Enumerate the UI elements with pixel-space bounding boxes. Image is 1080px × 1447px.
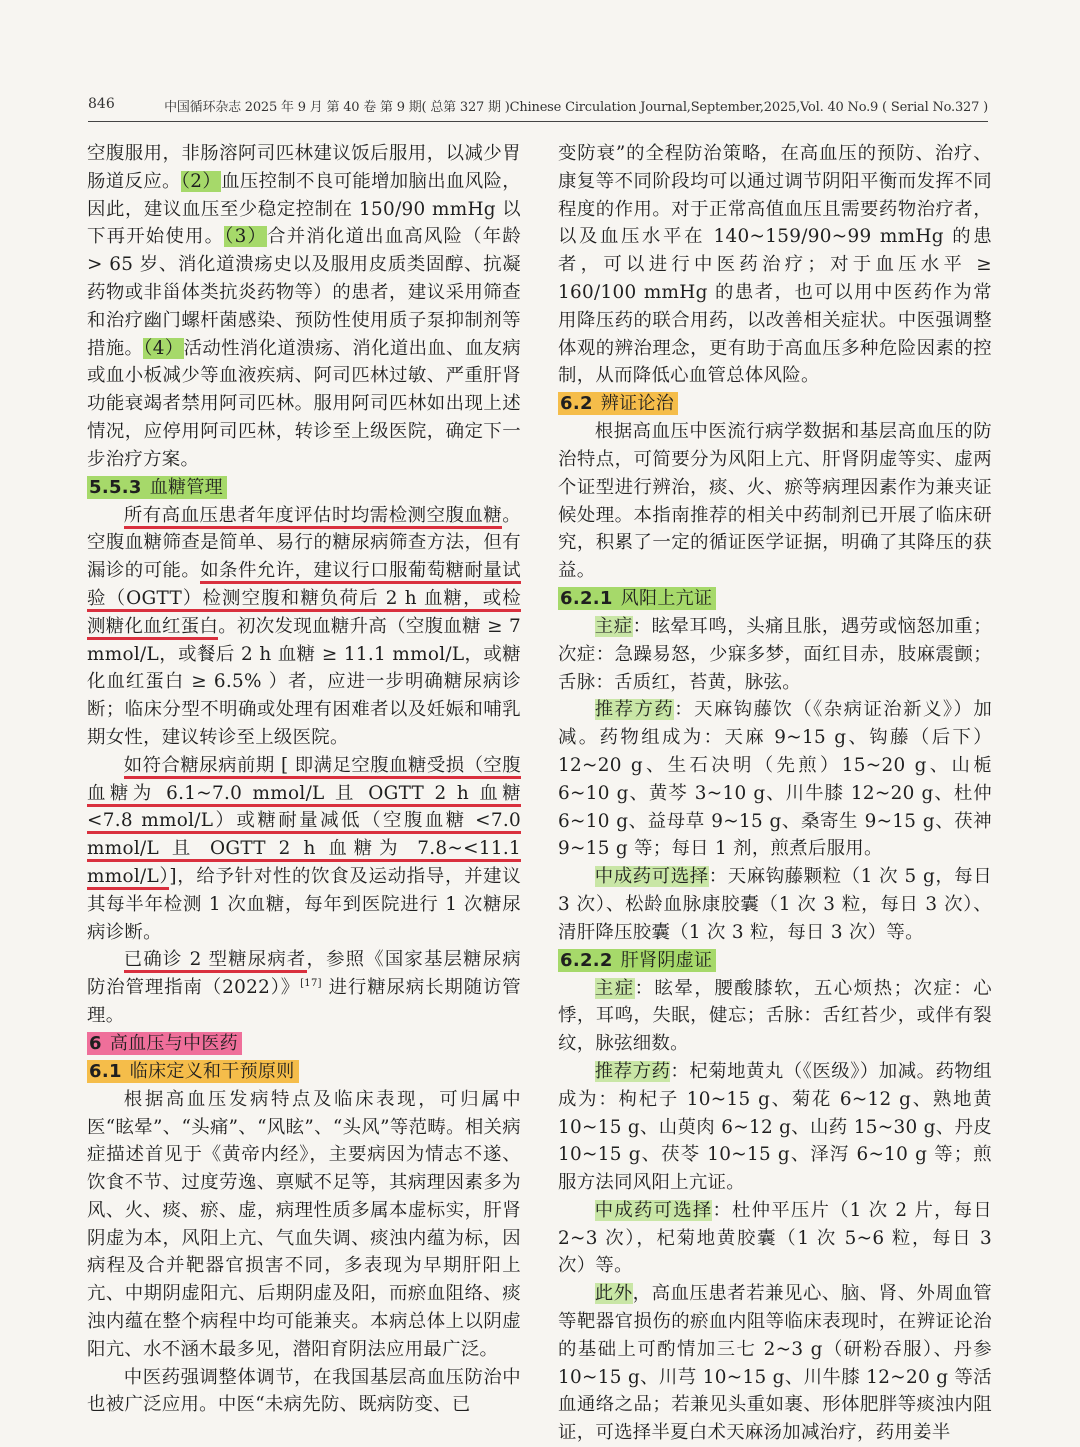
label-highlight: 中成药可选择	[594, 1199, 713, 1221]
label-highlight: 主症	[594, 977, 635, 999]
text: ：天麻钩藤饮（《杂病证治新义》）加减。药物组成为：天麻 9~15 g、钩藤（后下）12~20 g、生石决明（先煎）15~20 g、山栀 6~10 g、黄芩 3~10 g、川牛膝 12~20 g、杜仲 6~10 g、益母草 9~15 g、桑寄生 9~15 g、茯神 9~15 g 等；每日 1 剂，煎煮后服用。	[558, 699, 993, 860]
text: ：眩晕耳鸣，头痛且胀，遇劳或恼怒加重；次症：急躁易怒，少寐多梦，面红目赤，肢麻震颤；舌脉：舌质红，苔黄，脉弦。	[558, 615, 992, 693]
section-title: 辨证论治	[600, 393, 674, 415]
section-heading-6	[87, 1032, 242, 1055]
liver-kidney-patent-medicine	[558, 1197, 992, 1280]
section-number: 5.5.3	[89, 476, 142, 498]
text: 。初次发现血糖升高（空腹血糖 ≥ 7 mmol/L，或餐后 2 h 血糖 ≥ 11.1 mmol/L，或糖化血红蛋白 ≥ 6.5% ）者，应进一步明确糖尿病诊断；临床分型不明确或处理有困难者以及妊娠和哺乳期女性，建议转诊至上级医院。	[87, 615, 522, 748]
section-title: 临床定义和干预原则	[129, 1060, 295, 1082]
prediabetes-paragraph	[87, 752, 521, 947]
running-header	[88, 96, 988, 120]
text: ：杞菊地黄丸（《医级》）加减。药物组成为：枸杞子 10~15 g、菊花 6~12 g、熟地黄 10~15 g、山萸肉 6~12 g、山药 15~30 g、丹皮 10~15 g、茯苓 10~15 g、泽泻 6~10 g 等；煎服方法同风阳上亢证。	[558, 1060, 992, 1194]
wind-yang-prescription	[558, 696, 992, 863]
section-number: 6.2	[560, 393, 593, 415]
text: ：天麻钩藤颗粒（1 次 5 g，每日 3 次）、松龄血脉康胶囊（1 次 3 粒，每日 3 次）、清肝降压胶囊（1 次 3 粒，每日 3 次）等。	[558, 866, 992, 943]
underlined-text: 如条件允许，建议行口服葡萄糖耐量试验（OGTT）检测空腹和糖负荷后 2 h 血糖，或检测糖化血红蛋白	[87, 560, 521, 640]
text: 活动性消化道溃疡、消化道出血、血友病或血小板减少等血液疾病、阿司匹林过敏、严重肝肾功能衰竭者禁用阿司匹林。服用阿司匹林如出现上述情况，应停用阿司匹林，转诊至上级医院，确定下一步治疗方案。	[87, 337, 521, 470]
text: 。空腹血糖筛查是简单、易行的糖尿病筛查方法，但有漏诊的可能。	[87, 504, 521, 582]
label-highlight: 推荐方药	[594, 699, 675, 721]
wind-yang-patent-medicine	[558, 863, 992, 946]
text: ：眩晕，腰酸膝软，五心烦热；次症：心悸，耳鸣，失眠，健忘；舌脉：舌红苔少，或伴有裂纹，脉弦细数。	[558, 977, 992, 1055]
header-rule	[88, 121, 988, 122]
section-heading-6-2-1	[558, 587, 716, 610]
tcm-strategy-continued: 变防衰”的全程防治策略，在高血压的预防、治疗、康复等不同阶段均可以通过调节阴阳平衡而发挥不同程度的作用。对于正常高值血压且需要药物治疗者，以及血压水平在 140~159/90~99 mmHg 的患者，可以进行中医药治疗；对于血压水平 ≥ 160/100 mmHg 的患者，也可以用中医药作为常用降压药的联合用药，以改善相关症状。中医强调整体观的辨治理念，更有助于高血压多种危险因素的控制，从而降低心血管总体风险。	[558, 143, 992, 387]
additional-treatment-paragraph	[558, 1280, 992, 1447]
left-column	[87, 140, 521, 1419]
aspirin-paragraph	[87, 140, 521, 474]
item-marker-4: （4）	[143, 337, 184, 359]
text: 合并消化道出血高风险（年龄 > 65 岁、消化道溃疡史以及服用皮质类固醇、抗凝药物或非甾体类抗炎药物等）的患者，建议采用筛查和治疗幽门螺杆菌感染、预防性使用质子泵抑制剂等措施。	[87, 226, 522, 359]
tcm-strategy-paragraph: 中医药强调整体调节，在我国基层高血压防治中也被广泛应用。中医“未病先防、既病防变、已	[87, 1366, 521, 1416]
text: 空腹服用，非肠溶阿司匹林建议饭后服用，以减少胃肠道反应。	[87, 143, 521, 192]
liver-kidney-prescription	[558, 1058, 992, 1197]
section-title: 风阳上亢证	[620, 587, 713, 609]
text: ，高血压患者若兼见心、脑、肾、外周血管等靶器官损伤的瘀血内阻等临床表现时，在辨证论治的基础上可酌情加三七 2~3 g（研粉吞服）、丹参 10~15 g、川芎 10~15 g、川牛膝 12~20 g 等活血通络之品；若兼见头重如裹、形体肥胖等痰浊内阻证，可选择半夏白术天麻汤加减治疗，药用姜半	[558, 1283, 992, 1444]
tcm-definition-paragraph: 根据高血压发病特点及临床表现，可归属中医“眩晕”、“头痛”、“风眩”、“头风”等范畴。相关病症描述首见于《黄帝内经》，主要病因为情志不遂、饮食不节、过度劳逸、禀赋不足等，其病理因素多为风、火、痰、瘀、虚，病理性质多属本虚标实，肝肾阴虚为本，风阳上亢、气血失调、痰浊内蕴为标，因病程及合并靶器官损害不同，多表现为早期肝阳上亢、中期阴虚阳亢、后期阴虚及阳，而瘀血阻络、痰浊内蕴在整个病程中均可能兼夹。本病总体上以阴虚阳亢、水不涵木最多见，潜阳育阴法应用最广泛。	[87, 1088, 521, 1360]
text: ]，给予针对性的饮食及运动指导，并建议其每半年检测 1 次血糖，每年到医院进行 1 次糖尿病诊断。	[87, 865, 521, 943]
underlined-text: 如符合糖尿病前期 [ 即满足空腹血糖受损（空腹血糖为 6.1~7.0 mmol/L 且 OGTT 2 h 血糖 <7.8 mmol/L）或糖耐量减低（空腹血糖 <7.0 mmol/L 且 OGTT 2 h 血糖为 7.8~<11.1 mmol/L）	[87, 755, 521, 890]
item-marker-3: （3）	[224, 226, 268, 248]
section-heading-5-5-3	[87, 476, 227, 499]
item-marker-2: （2）	[180, 170, 222, 192]
section-title: 肝肾阴虚证	[620, 949, 713, 971]
text: ，参照《国家基层糖尿病防治管理指南（2022）》	[87, 949, 521, 999]
section-number: 6	[89, 1032, 102, 1054]
citation-ref: [17]	[300, 977, 322, 989]
page-number: 846	[88, 96, 115, 112]
syndrome-differentiation-paragraph: 根据高血压中医流行病学数据和基层高血压的防治特点，可简要分为风阳上亢、肝肾阴虚等实、虚两个证型进行辨治，痰、火、瘀等病理因素作为兼夹证候处理。本指南推荐的相关中药制剂已开展了临床研究，积累了一定的循证医学证据，明确了其降压的获益。	[558, 421, 992, 582]
diabetes-followup-paragraph	[87, 946, 521, 1029]
text: ：杜仲平压片（1 次 2 片，每日 2~3 次），杞菊地黄胶囊（1 次 5~6 粒，每日 3 次）等。	[558, 1199, 992, 1277]
underlined-text: 所有高血压患者年度评估时均需检测空腹血糖	[124, 505, 503, 529]
label-highlight: 推荐方药	[594, 1060, 671, 1082]
text: 血压控制不良可能增加脑出血风险，因此，建议血压至少稳定控制在 150/90 mmHg 以下再开始使用。	[87, 170, 521, 248]
section-heading-6-2	[558, 392, 678, 415]
label-highlight: 此外	[594, 1283, 633, 1305]
liver-kidney-symptoms	[558, 975, 992, 1058]
underlined-text: 已确诊 2 型糖尿病者	[124, 949, 307, 973]
label-highlight: 中成药可选择	[594, 866, 709, 888]
section-heading-6-2-2	[558, 949, 716, 972]
wind-yang-symptoms	[558, 613, 992, 696]
section-number: 6.1	[89, 1060, 122, 1082]
label-highlight: 主症	[594, 615, 633, 637]
right-column	[558, 140, 992, 1447]
section-number: 6.2.1	[560, 587, 613, 609]
text: 进行糖尿病长期随访管理。	[87, 977, 521, 1026]
journal-citation: 中国循环杂志 2025 年 9 月 第 40 卷 第 9 期( 总第 327 期 )Chinese Circulation Journal,September,2025,Vol. 40 No.9 ( Serial No.327 )	[164, 100, 988, 115]
section-title: 血糖管理	[149, 476, 223, 498]
section-heading-6-1	[87, 1060, 299, 1083]
glucose-paragraph	[87, 502, 521, 752]
section-title: 高血压与中医药	[109, 1032, 238, 1054]
section-number: 6.2.2	[560, 949, 613, 971]
